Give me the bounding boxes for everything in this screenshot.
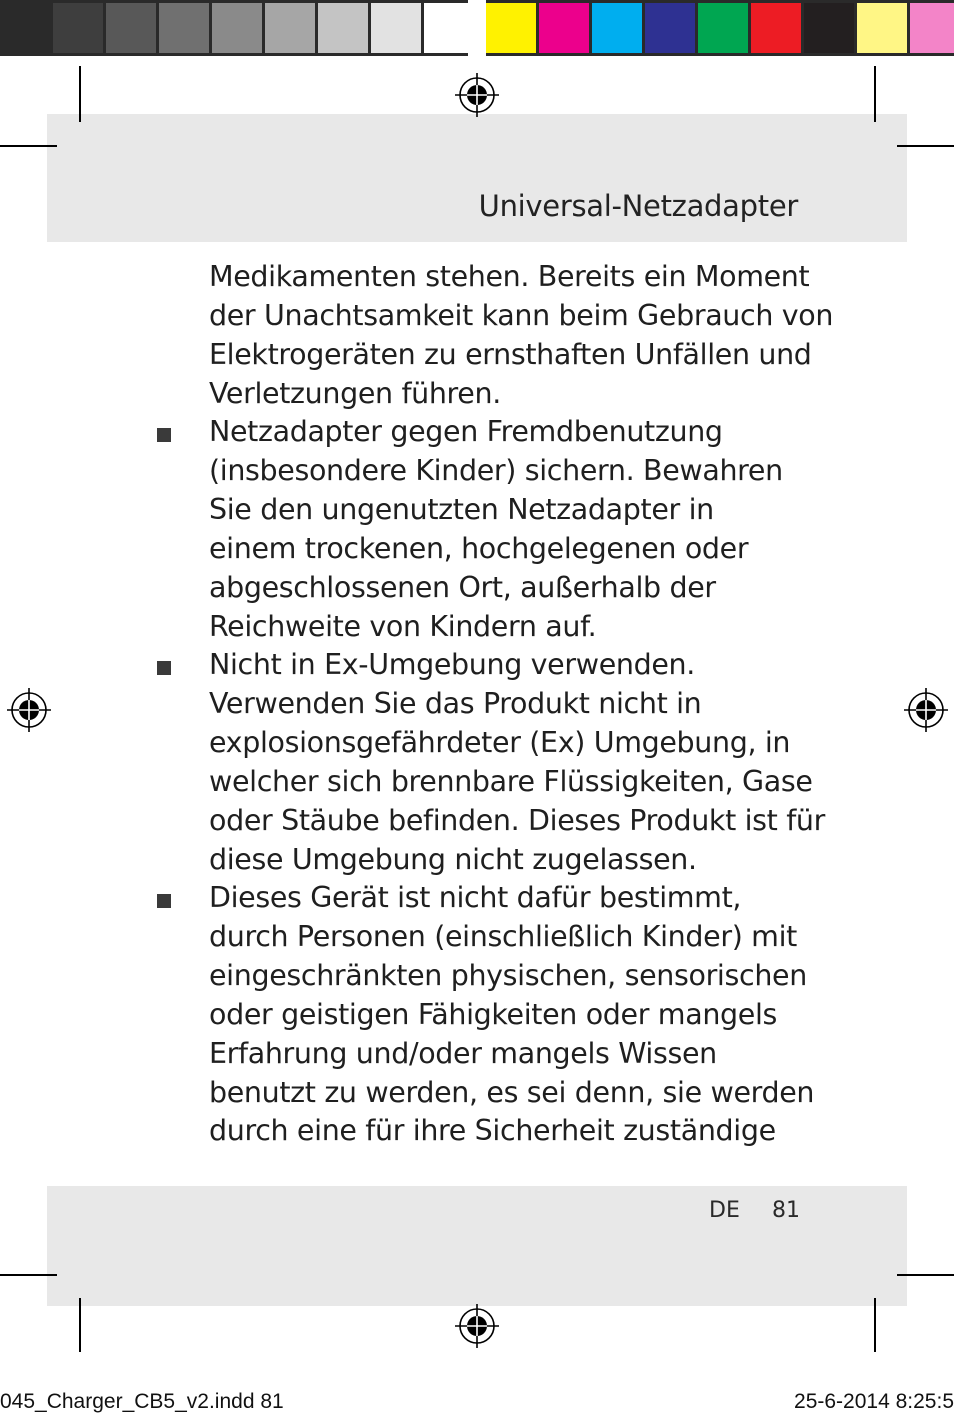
crop-mark: [897, 1274, 954, 1276]
text-line: abgeschlossenen Ort, außerhalb der: [209, 570, 716, 604]
text-line: welcher sich brennbare Flüssigkeiten, Gase: [209, 764, 813, 798]
color-swatch: [371, 3, 421, 53]
text-line: explosionsgefährdeter (Ex) Umgebung, in: [209, 725, 791, 759]
bullet-item-child-safety: [209, 413, 809, 646]
text-line: Erfahrung und/oder mangels Wissen: [209, 1036, 717, 1070]
text-line: diese Umgebung nicht zugelassen.: [209, 842, 697, 876]
text-line: Medikamenten stehen. Bereits ein Moment: [209, 260, 810, 293]
text-line: (insbesondere Kinder) sichern. Bewahren: [209, 453, 783, 487]
color-swatch: [318, 3, 368, 53]
footer-page-number: 81: [772, 1198, 800, 1223]
footer-language: DE: [709, 1198, 740, 1223]
slug-filename: 045_Charger_CB5_v2.indd 81: [0, 1390, 284, 1413]
page-header-title: Universal-Netzadapter: [478, 189, 798, 223]
color-swatch: [53, 3, 103, 53]
crop-mark: [874, 66, 876, 122]
color-swatch: [265, 3, 315, 53]
text-line: der Unachtsamkeit kann beim Gebrauch von: [209, 298, 834, 332]
text-line: benutzt zu werden, es sei denn, sie werden: [209, 1075, 815, 1109]
text-line: Verwenden Sie das Produkt nicht in: [209, 686, 702, 720]
color-swatch: [804, 3, 854, 53]
crop-mark: [79, 1298, 81, 1352]
registration-mark-icon: [455, 73, 499, 117]
text-line: oder geistigen Fähigkeiten oder mangels: [209, 997, 778, 1031]
color-swatch: [539, 3, 589, 53]
crop-mark: [874, 1298, 876, 1352]
text-line: durch Personen (einschließlich Kinder) mit: [209, 919, 797, 953]
color-swatch: [159, 3, 209, 53]
bullet-square-icon: [157, 661, 171, 675]
crop-mark: [897, 145, 954, 147]
registration-mark-icon: [455, 1304, 499, 1348]
color-swatch: [0, 3, 50, 53]
crop-mark: [0, 145, 57, 147]
gray-calibration-bar: [0, 0, 468, 56]
color-swatch: [592, 3, 642, 53]
text-line: einem trockenen, hochgelegenen oder: [209, 531, 749, 565]
bullet-square-icon: [157, 428, 171, 442]
bullet-square-icon: [157, 894, 171, 908]
text-line: Verletzungen führen.: [209, 376, 501, 410]
text-line: Elektrogeräten zu ernsthaften Unfällen und: [209, 337, 812, 371]
color-swatch: [106, 3, 156, 53]
text-line: Reichweite von Kindern auf.: [209, 609, 597, 643]
color-swatch: [698, 3, 748, 53]
color-swatch: [751, 3, 801, 53]
text-line: Nicht in Ex-Umgebung verwenden.: [209, 648, 695, 681]
crop-mark: [0, 1274, 57, 1276]
slug-timestamp: 25-6-2014 8:25:5: [794, 1390, 954, 1413]
text-line: Dieses Gerät ist nicht dafür bestimmt,: [209, 881, 742, 914]
text-line: Netzadapter gegen Fremdbenutzung: [209, 415, 723, 448]
registration-mark-icon: [904, 688, 948, 732]
color-swatch: [486, 3, 536, 53]
bullet-item-restricted-use: [209, 879, 815, 1151]
text-line: eingeschränkten physischen, sensorischen: [209, 958, 807, 992]
crop-mark: [79, 66, 81, 122]
color-swatch: [857, 3, 907, 53]
bullet-item-ex-environment: [209, 646, 825, 879]
color-swatch: [424, 3, 474, 53]
color-swatch: [212, 3, 262, 53]
color-swatch: [910, 3, 954, 53]
text-line: oder Stäube befinden. Dieses Produkt ist für: [209, 803, 825, 837]
color-swatch: [645, 3, 695, 53]
text-line: durch eine für ihre Sicherheit zuständige: [209, 1114, 776, 1148]
text-line: Sie den ungenutzten Netzadapter in: [209, 492, 714, 526]
intro-paragraph: [209, 258, 834, 414]
registration-mark-icon: [7, 688, 51, 732]
color-calibration-bar: [486, 0, 954, 56]
